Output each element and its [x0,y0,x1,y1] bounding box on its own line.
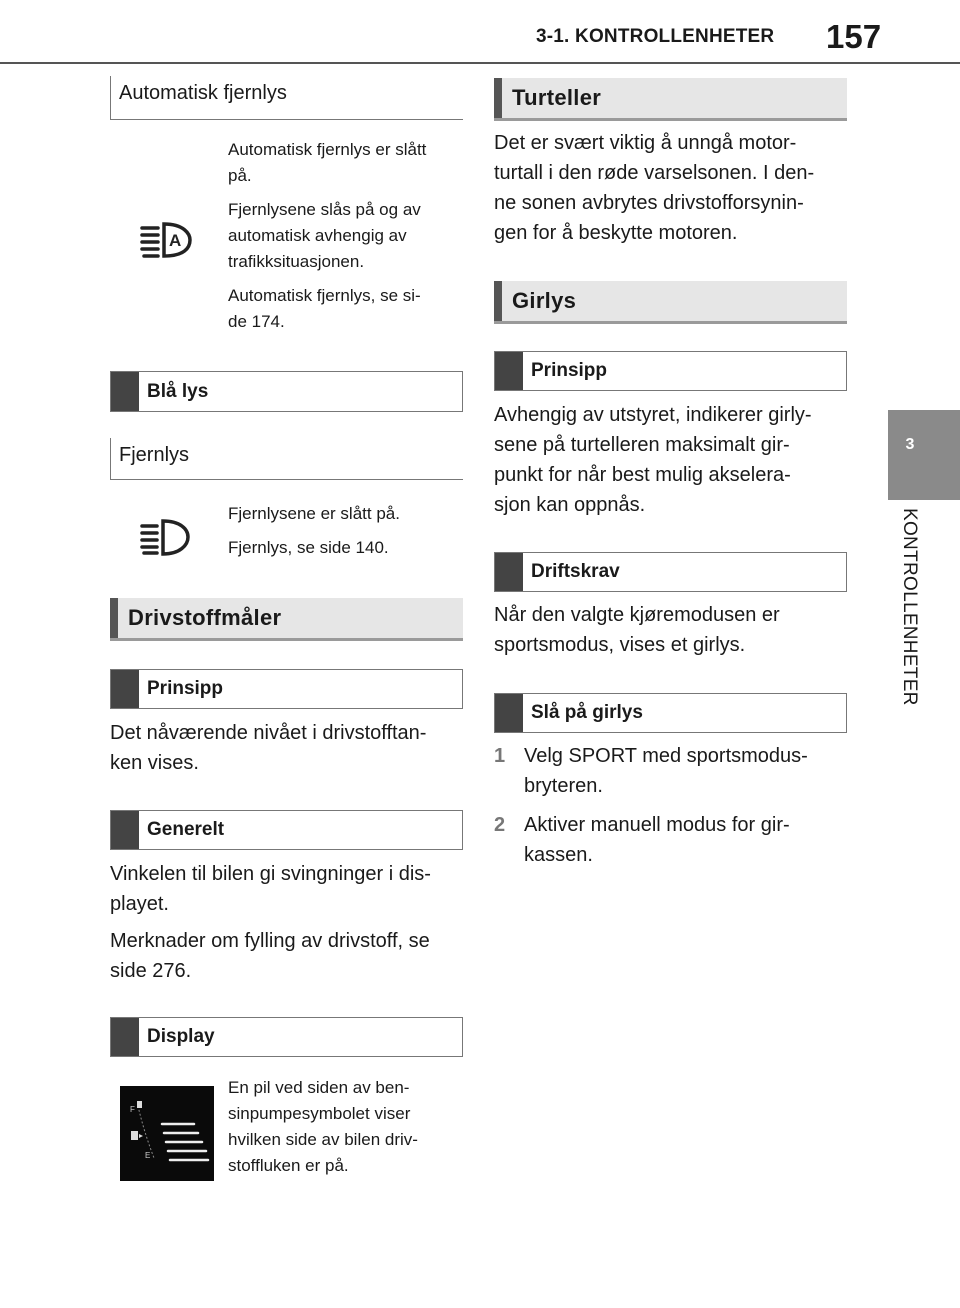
high-beam-icon [140,518,192,558]
fuel-general-line: Vinkelen til bilen gi svingninger i dis- [110,863,431,885]
tachometer-heading [494,78,847,121]
shift-lights-heading [494,281,847,324]
heading-bar [111,811,139,849]
heading-bar [495,553,523,591]
shift-principle-line: sjon kan oppnås. [494,494,646,516]
tachometer-line: ne sonen avbrytes drivstofforsynin- [494,192,804,214]
auto-high-beam-icon [140,218,192,262]
fuel-general-line: Merknader om fylling av drivstoff, se [110,930,430,952]
auto-high-beam-line: trafikksituasjonen. [228,252,365,271]
heading-text: Driftskrav [531,561,620,582]
chapter-tab [888,410,960,500]
auto-high-beam-heading: Automatisk fjernlys [110,76,463,120]
fuel-general-heading [110,810,463,850]
auto-high-beam-line: på. [228,166,252,185]
shift-principle-line: Avhengig av utstyret, indikerer girly- [494,404,812,426]
auto-high-beam-line: Automatisk fjernlys, se si- [228,286,421,305]
gauge-empty-label: E [145,1151,151,1160]
heading-bar [111,1018,139,1056]
heading-text: Slå på girlys [531,702,643,723]
step-number: 1 [494,745,506,767]
fuel-principle-line: Det nåværende nivået i drivstofftan- [110,722,427,744]
fuel-display-heading [110,1017,463,1057]
fuel-principle-line: ken vises. [110,752,199,774]
heading-bar [494,281,502,321]
page-number: 157 [826,18,882,55]
header-rule [0,62,960,64]
step-line: Velg SPORT med sportsmodus- [524,745,808,767]
fuel-general-line: side 276. [110,960,192,982]
heading-text: Turteller [512,85,602,110]
heading-bar [494,78,502,118]
step-1 [494,741,854,801]
step-2 [494,810,854,870]
shift-requirements-line: sportsmodus, vises et girlys. [494,634,746,656]
heading-bar [111,670,139,708]
heading-text: Display [147,1026,215,1047]
high-beam-line: Fjernlys, se side 140. [228,538,389,557]
chapter-number: 3 [905,436,915,453]
auto-high-beam-line: automatisk avhengig av [228,226,407,245]
shift-on-heading [494,693,847,733]
step-line: Aktiver manuell modus for gir- [524,814,790,836]
shift-requirements-line: Når den valgte kjøremodusen er [494,604,780,626]
section-title: 3-1. KONTROLLENHETER [536,26,775,47]
heading-bar [110,598,118,638]
step-number: 2 [494,814,506,836]
heading-text: Blå lys [147,380,209,402]
gauge-full-label: F [130,1105,135,1114]
svg-text:A: A [169,231,182,250]
heading-text: Prinsipp [531,360,608,381]
shift-principle-line: punkt for når best mulig akselera- [494,464,791,486]
blue-light-heading [110,371,463,412]
fuel-principle-heading [110,669,463,709]
shift-principle-heading [494,351,847,391]
auto-high-beam-line: de 174. [228,312,285,331]
chapter-title: KONTROLLENHETER [899,508,920,706]
heading-bar [111,372,139,411]
heading-text: Generelt [147,819,225,840]
fuel-display-line: hvilken side av bilen driv- [228,1130,418,1149]
step-line: kassen. [524,844,593,866]
heading-text: Drivstoffmåler [128,605,282,630]
heading-text: Girlys [512,288,577,313]
step-line: bryteren. [524,775,603,797]
shift-principle-line: sene på turtelleren maksimalt gir- [494,434,790,456]
chapter-title-vertical [880,508,940,728]
fuel-gauge-display-icon [120,1086,214,1181]
fuel-general-line: playet. [110,893,169,915]
tachometer-line: gen for å beskytte motoren. [494,222,738,244]
heading-bar [495,694,523,732]
high-beam-heading: Fjernlys [110,438,463,480]
fuel-display-line: sinpumpesymbolet viser [228,1104,411,1123]
heading-bar [495,352,523,390]
tachometer-line: turtall i den røde varselsonen. I den- [494,162,815,184]
auto-high-beam-line: Automatisk fjernlys er slått [228,140,427,159]
heading-text: Prinsipp [147,678,224,699]
shift-requirements-heading [494,552,847,592]
fuel-display-line: En pil ved siden av ben- [228,1078,410,1097]
tachometer-line: Det er svært viktig å unngå motor- [494,132,797,154]
fuel-display-line: stoffluken er på. [228,1156,349,1175]
fuel-gauge-heading [110,598,463,641]
high-beam-line: Fjernlysene er slått på. [228,504,400,523]
auto-high-beam-line: Fjernlysene slås på og av [228,200,421,219]
